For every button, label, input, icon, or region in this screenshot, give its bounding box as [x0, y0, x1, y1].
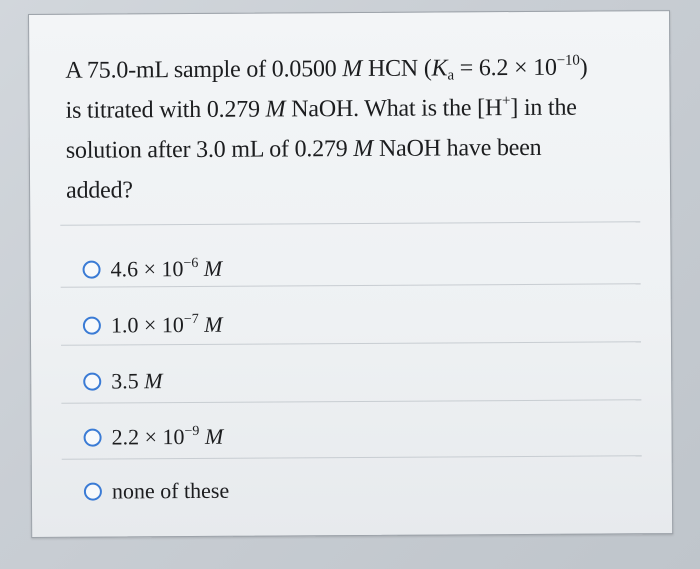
answer-option-label: none of these [111, 477, 230, 504]
answer-option-3[interactable] [83, 364, 163, 398]
answer-option-label: 3.5 M [111, 368, 163, 394]
divider [61, 399, 641, 404]
answer-option-2[interactable] [83, 308, 223, 343]
answer-option-4[interactable] [83, 420, 223, 455]
answer-option-label: $2.2 \times 10^{-9}$ M [111, 423, 224, 450]
answer-option-label: $4.6 \times 10^{-6}$ M [110, 255, 223, 282]
question-text [65, 47, 636, 210]
question-line-2: is titrated with 0.279 M NaOH. What is the [H+] in the [65, 93, 577, 124]
radio-button-icon[interactable] [83, 373, 101, 391]
question-line-3: solution after 3.0 mL of 0.279 M NaOH have been [65, 134, 542, 164]
answer-option-1[interactable] [82, 252, 222, 287]
answer-option-label: $1.0 \times 10^{-7}$ M [110, 311, 223, 338]
question-line-4: added? [66, 177, 133, 204]
radio-button-icon[interactable] [84, 429, 102, 447]
answer-option-5[interactable] [84, 474, 230, 509]
divider [62, 455, 642, 460]
radio-button-icon[interactable] [84, 483, 102, 501]
question-line-1: A 75.0-mL sample of 0.0500 M HCN $(K_a = 6.2 \times 10^{-10})$ [65, 52, 588, 84]
divider [60, 221, 640, 226]
question-card [28, 10, 673, 538]
radio-button-icon[interactable] [83, 261, 101, 279]
radio-button-icon[interactable] [83, 317, 101, 335]
